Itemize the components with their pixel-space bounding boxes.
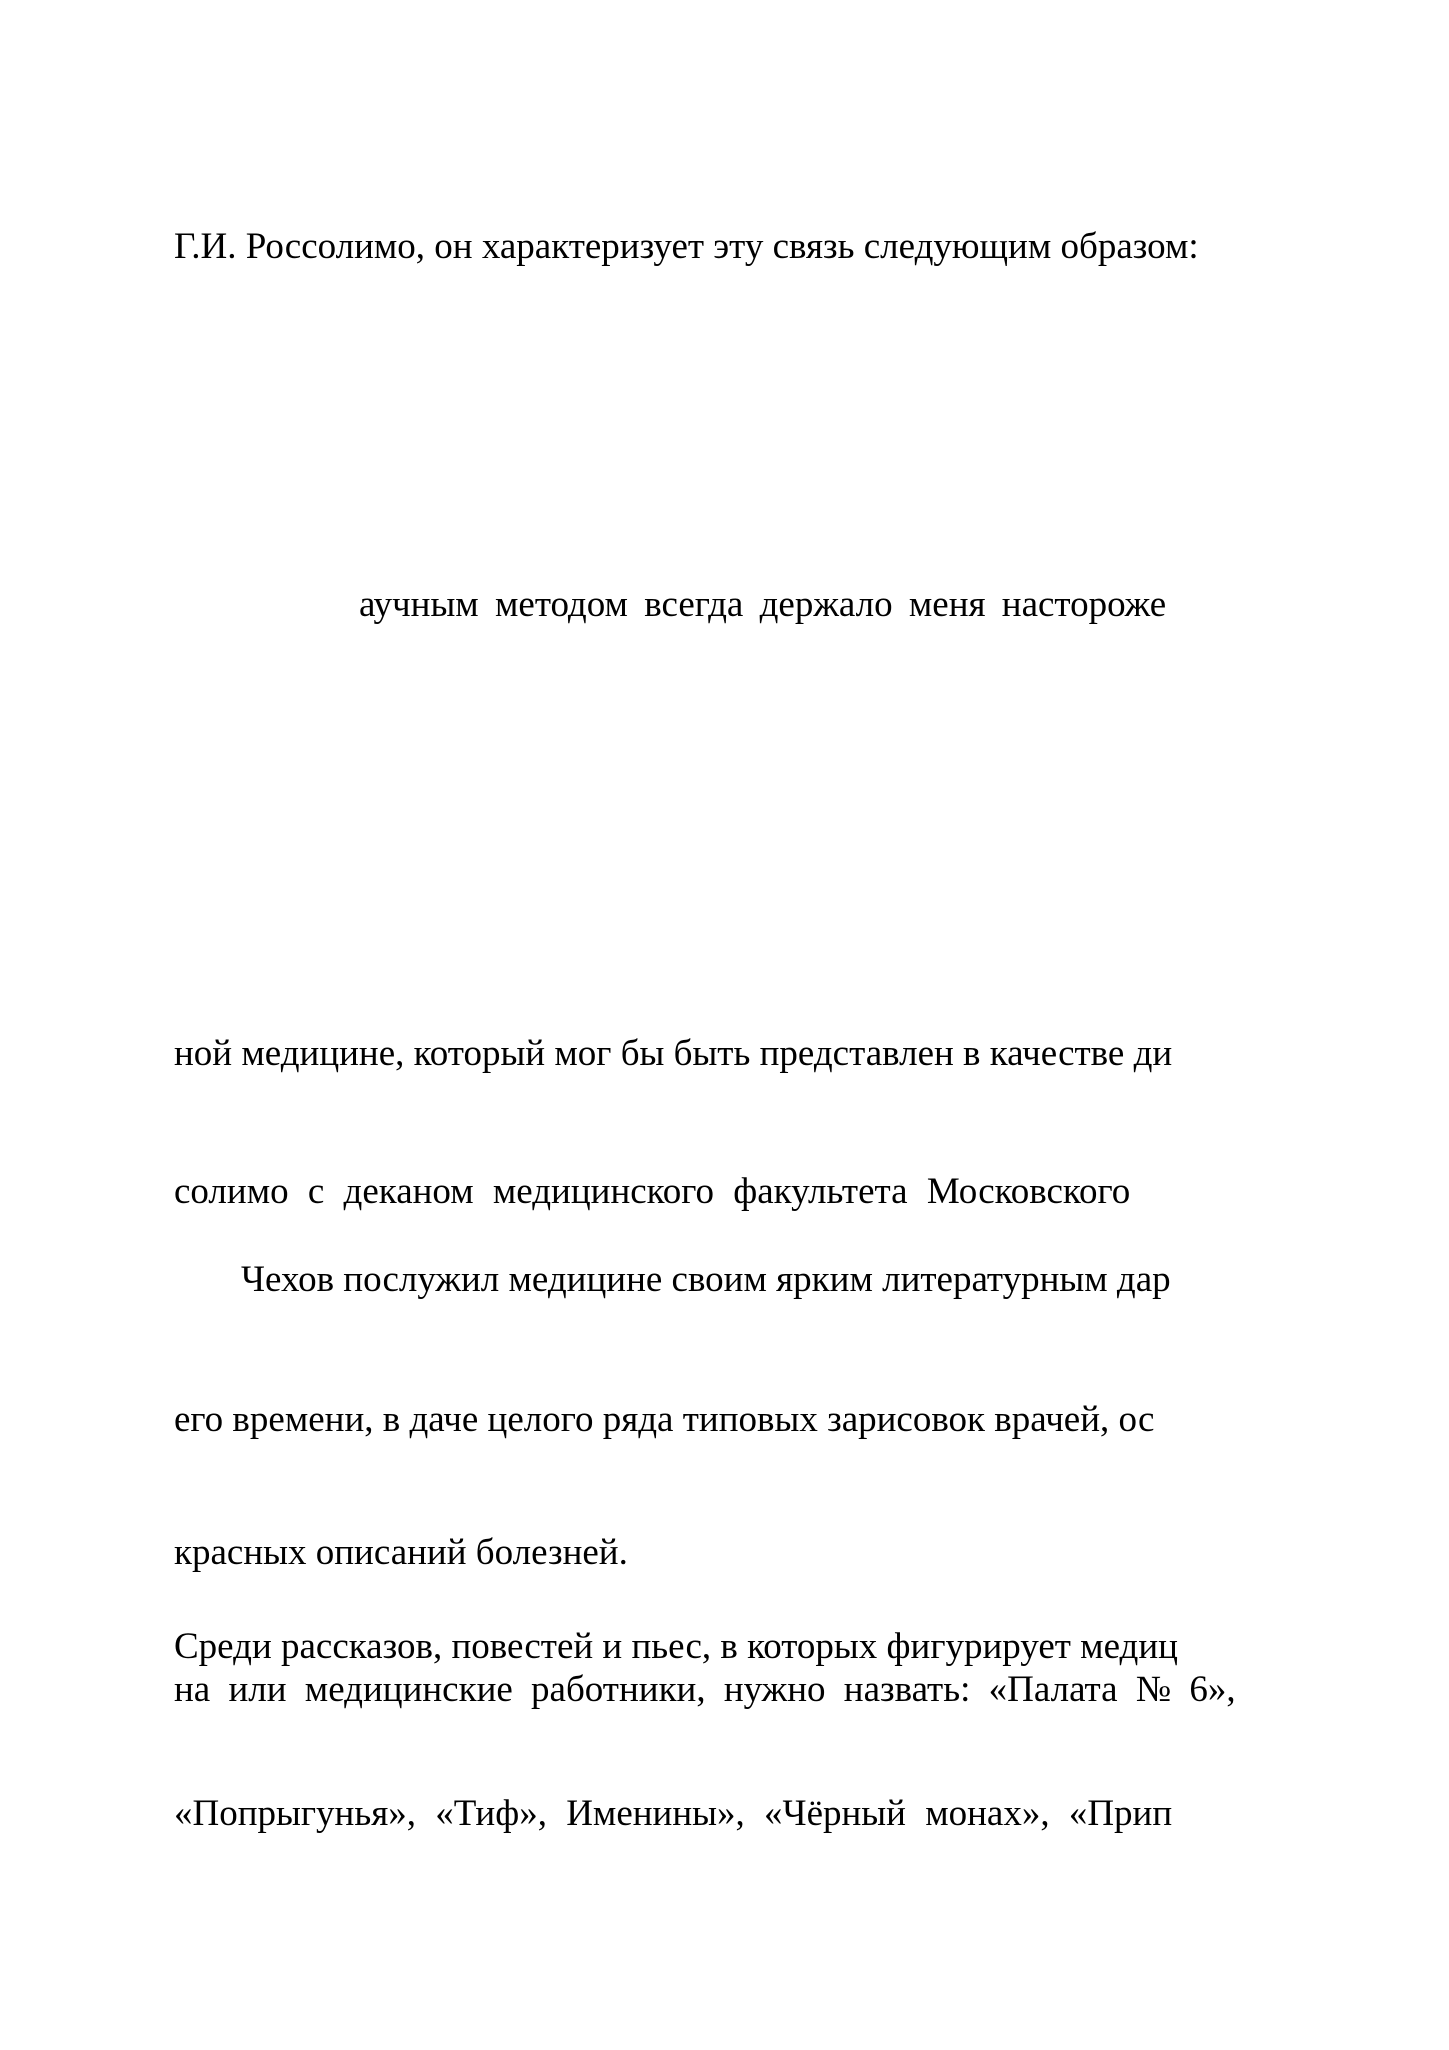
text-line: аучным методом всегда держало меня настороже — [359, 584, 1167, 625]
text-line: ной медицине, который мог бы быть представлен в качестве ди — [174, 1033, 1173, 1074]
text-line: «Попрыгунья», «Тиф», Именины», «Чёрный монах», «Прип — [174, 1793, 1173, 1834]
text-line: Г.И. Россолимо, он характеризует эту связь следующим образом: — [174, 226, 1199, 267]
text-line: красных описаний болезней. — [174, 1532, 628, 1573]
text-line: его времени, в даче целого ряда типовых зарисовок врачей, ос — [174, 1399, 1155, 1440]
text-line: на или медицинские работники, нужно назвать: «Палата № 6», — [174, 1669, 1236, 1710]
text-line: Среди рассказов, повестей и пьес, в которых фигурирует медиц — [174, 1626, 1178, 1667]
text-line: солимо с деканом медицинского факультета Московского — [174, 1171, 1131, 1212]
text-line: Чехов послужил медицине своим ярким литературным дар — [241, 1259, 1171, 1300]
